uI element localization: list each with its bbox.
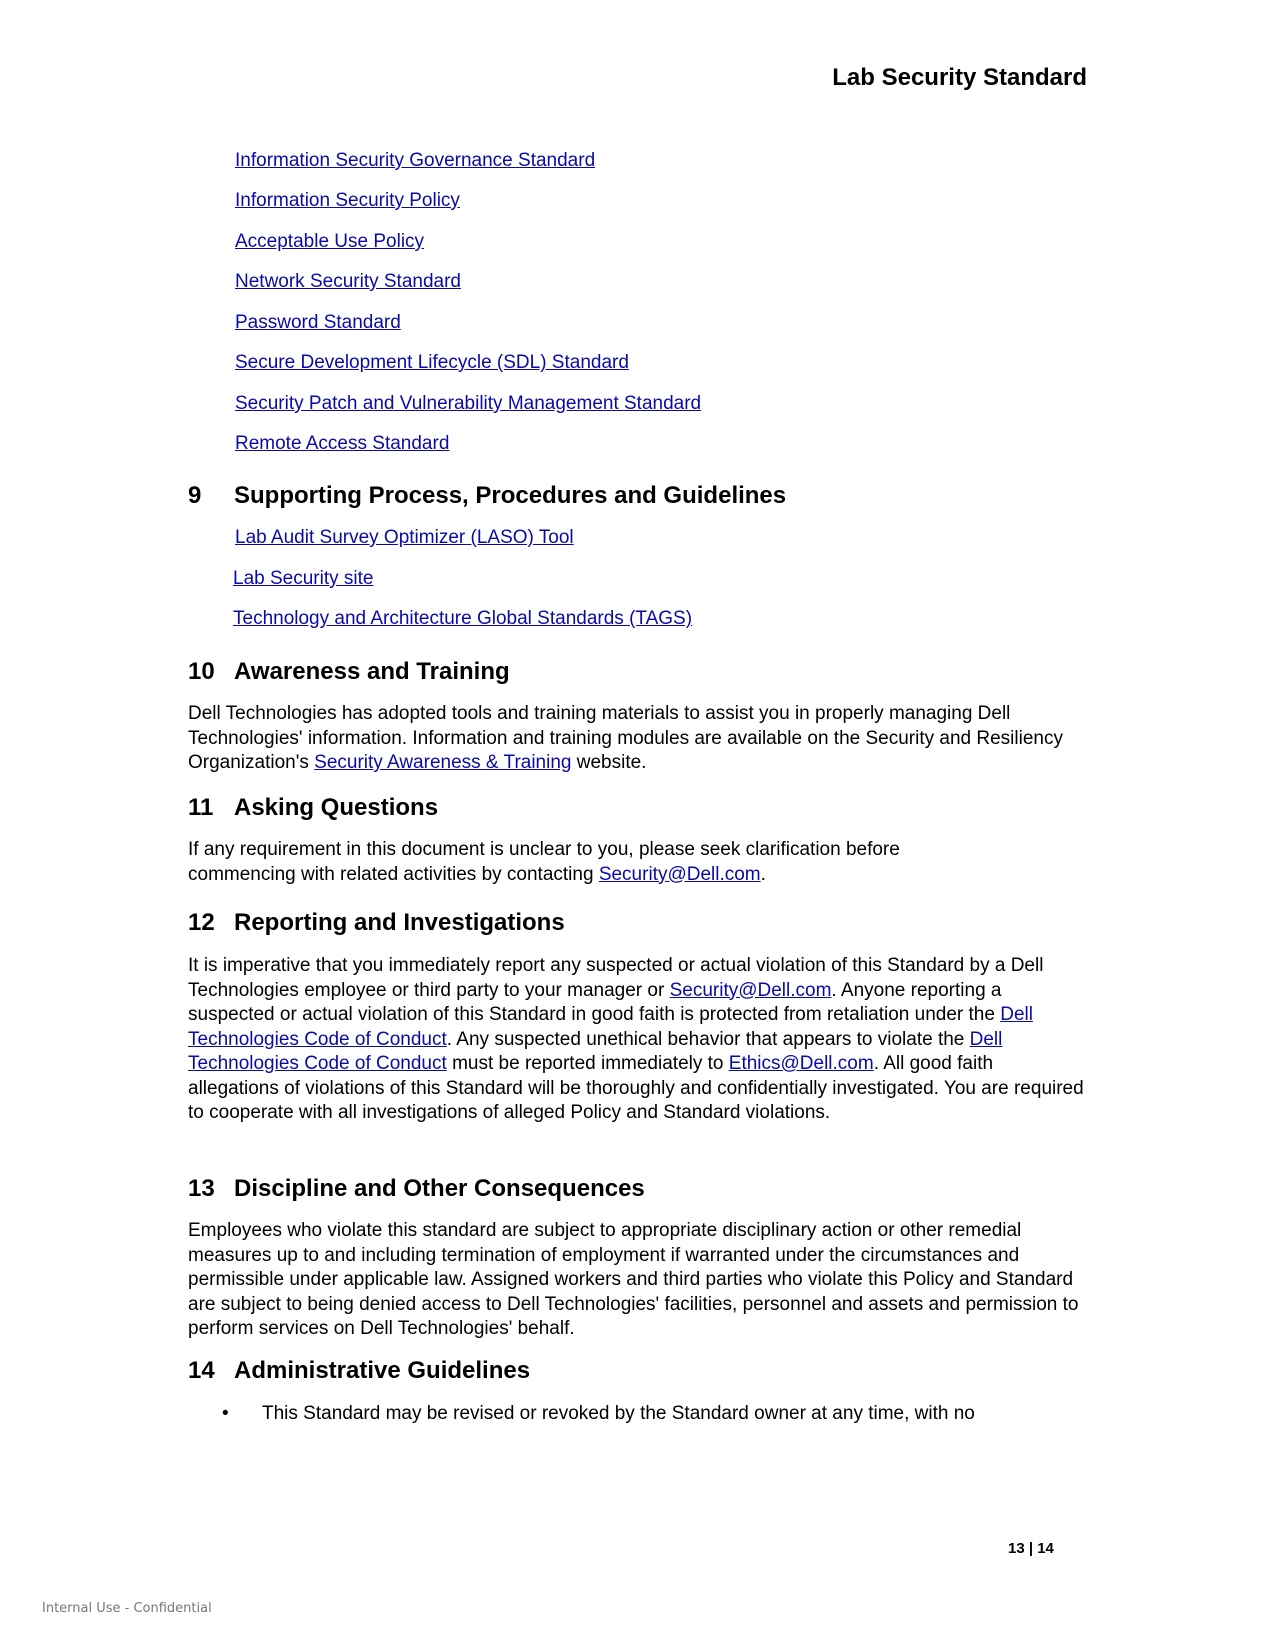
- paragraph-text: must be reported immediately to: [446, 1053, 729, 1074]
- link-security-awareness-training[interactable]: Security Awareness & Training: [314, 752, 572, 773]
- bullet-icon: •: [222, 1403, 229, 1424]
- section-10-paragraph: [188, 702, 1088, 776]
- section-14-heading: [188, 1357, 530, 1385]
- paragraph-text: . All good faith allegations of violations of this Standard will be thoroughly and confidentially investigated. You are required to cooperate with all investigations of alleged Policy and Standard violations.: [188, 1053, 1084, 1123]
- paragraph-text: . Anyone reporting a suspected or actual violation of this Standard in good faith is protected from retaliation under the: [188, 979, 1002, 1025]
- link-tags[interactable]: Technology and Architecture Global Standards (TAGS): [233, 608, 693, 629]
- link-security-email[interactable]: Security@Dell.com: [598, 863, 761, 885]
- link-patch-vuln-standard[interactable]: Security Patch and Vulnerability Management Standard: [235, 393, 702, 414]
- section-13-paragraph: Employees who violate this standard are subject to appropriate disciplinary action or other remedial measures up to and including termination of employment if warranted under the circumstances and permissible under applicable law. Assigned workers and third parties who violate this Policy and Standard are subject to being denied access to Dell Technologies' facilities, personnel and assets and permission to perform services on Dell Technologies' behalf.: [188, 1220, 1079, 1339]
- paragraph-text: Dell Technologies has adopted tools and training materials to assist you in properly managing Dell Technologies' information. Information and training modules are available on the Security and Resiliency Organization's: [188, 703, 1063, 773]
- link-sdl-standard[interactable]: Secure Development Lifecycle (SDL) Standard: [235, 352, 629, 373]
- paragraph-text: .: [760, 863, 766, 885]
- link-laso-tool[interactable]: Lab Audit Survey Optimizer (LASO) Tool: [235, 527, 574, 548]
- link-lab-security-site[interactable]: Lab Security site: [233, 568, 374, 589]
- link-network-security-standard[interactable]: Network Security Standard: [235, 271, 461, 292]
- header-title: Lab Security Standard: [832, 64, 1087, 91]
- link-code-of-conduct[interactable]: Dell Technologies Code of Conduct: [188, 1028, 1003, 1074]
- link-code-of-conduct[interactable]: Dell Technologies Code of Conduct: [188, 1004, 1033, 1050]
- section-title: Reporting and Investigations: [234, 909, 565, 936]
- section-9-heading: [188, 482, 786, 510]
- paragraph-text: website.: [571, 752, 647, 773]
- section-title: Awareness and Training: [234, 658, 510, 685]
- link-password-standard[interactable]: Password Standard: [235, 312, 401, 333]
- link-infosec-governance-standard[interactable]: Information Security Governance Standard: [235, 150, 596, 171]
- paragraph-text: . Any suspected unethical behavior that appears to violate the: [446, 1028, 970, 1050]
- section-number: 12: [188, 909, 215, 936]
- section-title: Supporting Process, Procedures and Guidelines: [234, 482, 787, 509]
- section-number: 10: [188, 658, 215, 685]
- paragraph-text: If any requirement in this document is unclear to you, please seek clarification before commencing with related activities by contacting: [188, 839, 900, 885]
- section-number: 9: [188, 482, 202, 509]
- link-infosec-policy[interactable]: Information Security Policy: [235, 190, 460, 211]
- section-title: Asking Questions: [234, 794, 439, 821]
- section-10-heading: [188, 658, 510, 686]
- link-acceptable-use-policy[interactable]: Acceptable Use Policy: [235, 231, 425, 252]
- section-11-heading: [188, 794, 438, 822]
- section-number: 14: [188, 1357, 215, 1384]
- section-11-paragraph: [188, 838, 968, 887]
- bullet-item: [222, 1403, 975, 1425]
- section-title: Discipline and Other Consequences: [234, 1175, 645, 1202]
- section-title: Administrative Guidelines: [234, 1357, 531, 1384]
- page-number: 13 | 14: [1008, 1540, 1054, 1557]
- section-13-heading: [188, 1175, 645, 1203]
- link-remote-access-standard[interactable]: Remote Access Standard: [235, 433, 450, 454]
- section-number: 13: [188, 1175, 215, 1202]
- link-security-email[interactable]: Security@Dell.com: [669, 979, 832, 1001]
- link-ethics-email[interactable]: Ethics@Dell.com: [728, 1053, 874, 1074]
- bullet-text: This Standard may be revised or revoked by the Standard owner at any time, with no: [262, 1403, 975, 1424]
- section-12-paragraph: [188, 954, 1088, 1126]
- section-12-heading: [188, 909, 565, 937]
- classification-label: Internal Use - Confidential: [42, 1601, 212, 1616]
- paragraph-text: It is imperative that you immediately report any suspected or actual violation of this Standard by a Dell Technologies employee or third party to your manager or: [188, 955, 1044, 1001]
- section-number: 11: [188, 794, 214, 821]
